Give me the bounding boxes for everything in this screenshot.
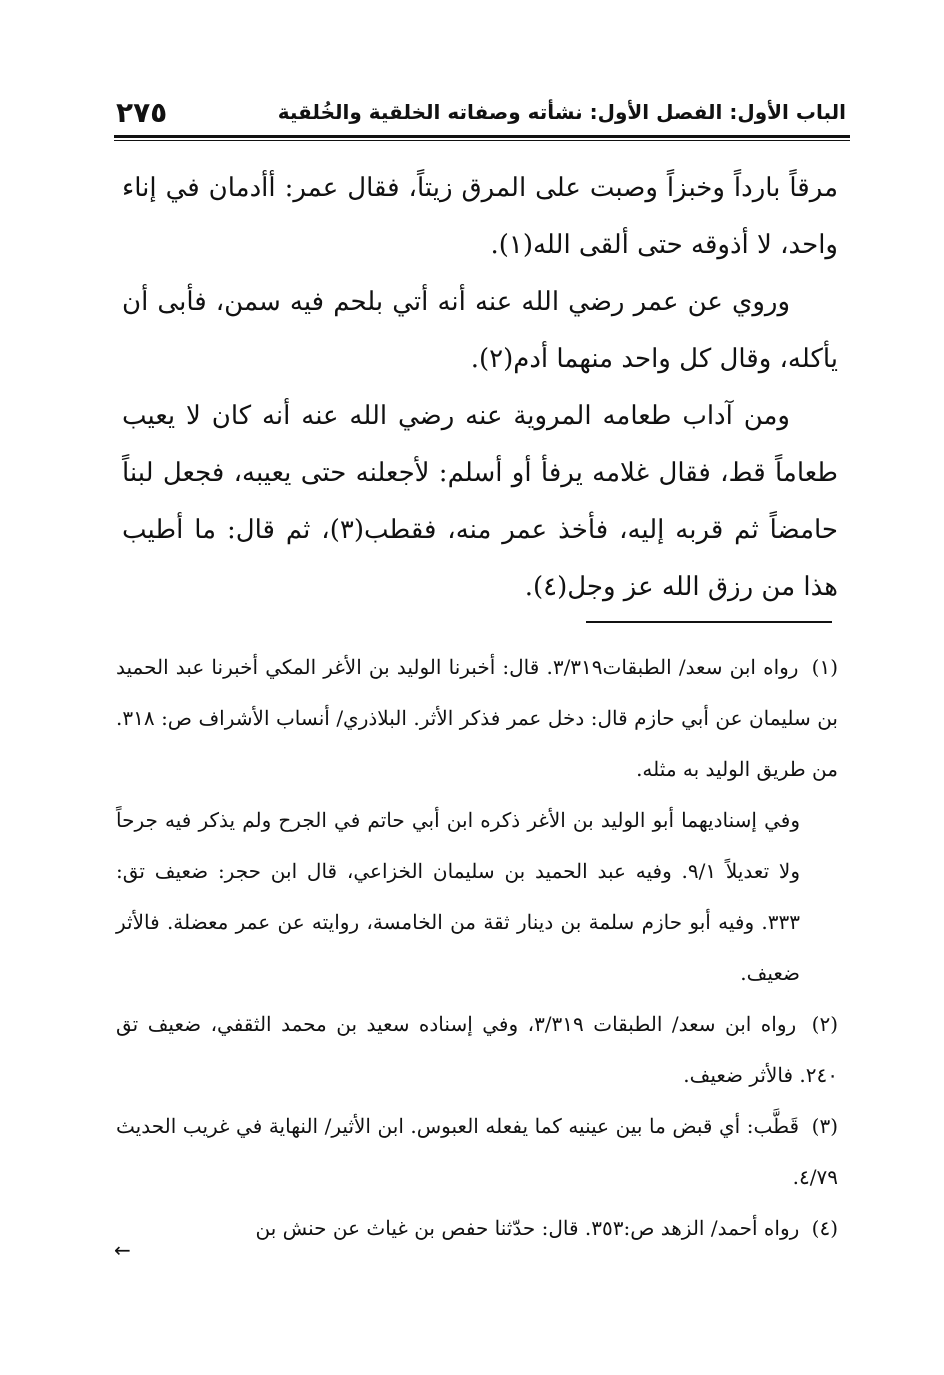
- footnote-4: [116, 1203, 838, 1254]
- footnote-3: [116, 1101, 838, 1203]
- footnote-text: رواه ابن سعد/ الطبقات٣/٣١٩. قال: أخبرنا الوليد بن الأغر المكي أخبرنا عبد الحميد بن سليمان عن أبي حازم قال: دخل عمر فذكر الأثر. البلاذري/ أنساب الأشراف ص: ٣١٨. من طريق الوليد به مثله.: [116, 655, 838, 781]
- footnote-1-continuation: وفي إسناديهما أبو الوليد بن الأغر ذكره ابن أبي حاتم في الجرح ولم يذكر فيه جرحاً ولا تعديلاً ٩/١. وفيه عبد الحميد بن سليمان الخزاعي، قال ابن حجر: ضعيف تق: ٣٣٣. وفيه أبو حازم سلمة بن دينار ثقة من الخامسة، روايته عن عمر معضلة. فالأثر ضعيف.: [116, 808, 800, 985]
- paragraph: مرقاً بارداً وخبزاً وصبت على المرق زيتاً، فقال عمر: أأدمان في إناء واحد، لا أذوقه حتى ألقى الله(١).: [122, 173, 838, 260]
- footnote-1: [116, 642, 838, 795]
- footnote-marker: (٤): [811, 1216, 838, 1240]
- running-title: الباب الأول: الفصل الأول: نشأته وصفاته الخلقية والخُلقية: [277, 100, 846, 124]
- footnotes: [116, 642, 838, 1254]
- footnote-text: رواه ابن سعد/ الطبقات ٣/٣١٩، وفي إسناده سعيد بن محمد الثقفي، ضعيف تق ٢٤٠. فالأثر ضعيف.: [116, 1012, 838, 1087]
- page-header: [116, 92, 846, 132]
- footnote-2: [116, 999, 838, 1101]
- footnote-marker: (٣): [811, 1114, 838, 1138]
- paragraph: ومن آداب طعامه المروية عنه رضي الله عنه أنه كان لا يعيب طعاماً قط، فقال غلامه يرفأ أو أسلم: لأجعلنه حتى يعيبه، فجعل لبناً حامضاً ثم قربه إليه، فأخذ عمر منه، فقطب(٣)، ثم قال: ما أطيب هذا من رزق الله عز وجل(٤).: [122, 401, 838, 602]
- footnote-separator: [586, 621, 832, 623]
- main-text: [122, 160, 838, 616]
- footnote-marker: (١): [811, 655, 838, 679]
- page-number: ٢٧٥: [116, 95, 168, 129]
- paragraph: وروي عن عمر رضي الله عنه أنه أتي بلحم فيه سمن، فأبى أن يأكله، وقال كل واحد منهما أدم(٢).: [122, 287, 838, 374]
- footnote-text: رواه أحمد/ الزهد ص:٣٥٣. قال: حدّثنا حفص بن غياث عن حنش بن: [255, 1216, 800, 1240]
- header-rule: [114, 135, 850, 141]
- footnote-marker: (٢): [811, 1012, 839, 1036]
- footnote-text: قَطَّب: أي قبض ما بين عينيه كما يفعله العبوس. ابن الأثير/ النهاية في غريب الحديث ٤/٧٩.: [116, 1114, 838, 1189]
- continue-arrow-icon: ←: [114, 1238, 131, 1262]
